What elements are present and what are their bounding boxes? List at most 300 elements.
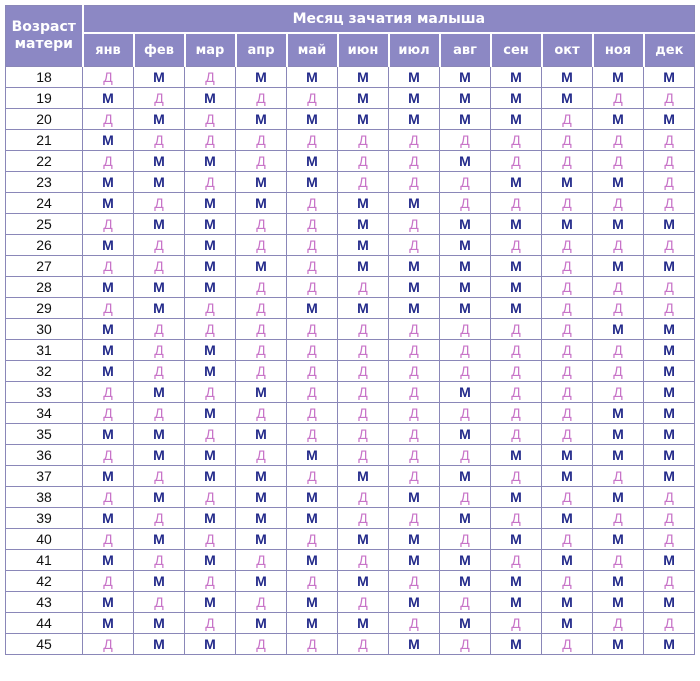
boy-cell: М (440, 151, 491, 172)
boy-cell: М (542, 67, 593, 88)
boy-cell: М (491, 67, 542, 88)
boy-cell: М (287, 550, 338, 571)
conception-month-title: Месяц зачатия малыша (83, 6, 695, 34)
girl-cell: Д (644, 130, 695, 151)
month-header: ноя (593, 33, 644, 67)
girl-cell: Д (644, 613, 695, 634)
girl-cell: Д (83, 382, 134, 403)
boy-cell: М (389, 634, 440, 655)
girl-cell: Д (236, 88, 287, 109)
boy-cell: М (185, 445, 236, 466)
girl-cell: Д (338, 445, 389, 466)
girl-cell: Д (185, 571, 236, 592)
girl-cell: Д (134, 340, 185, 361)
boy-cell: М (134, 151, 185, 172)
girl-cell: Д (389, 571, 440, 592)
girl-cell: Д (236, 403, 287, 424)
boy-cell: М (644, 382, 695, 403)
table-row (6, 529, 695, 550)
girl-cell: Д (491, 361, 542, 382)
girl-cell: Д (644, 487, 695, 508)
girl-cell: Д (593, 466, 644, 487)
table-row (6, 382, 695, 403)
boy-cell: М (491, 571, 542, 592)
mother-age-cell: 43 (6, 592, 83, 613)
girl-cell: Д (338, 130, 389, 151)
girl-cell: Д (542, 634, 593, 655)
girl-cell: Д (338, 319, 389, 340)
girl-cell: Д (491, 613, 542, 634)
girl-cell: Д (185, 487, 236, 508)
mother-age-cell: 33 (6, 382, 83, 403)
boy-cell: М (287, 67, 338, 88)
boy-cell: М (593, 172, 644, 193)
girl-cell: Д (644, 88, 695, 109)
girl-cell: Д (83, 67, 134, 88)
boy-cell: М (491, 109, 542, 130)
table-row (6, 214, 695, 235)
mother-age-label-line1: Возраст (11, 19, 76, 35)
girl-cell: Д (287, 277, 338, 298)
boy-cell: М (593, 214, 644, 235)
month-header: окт (542, 33, 593, 67)
girl-cell: Д (134, 256, 185, 277)
girl-cell: Д (389, 340, 440, 361)
boy-cell: М (491, 277, 542, 298)
mother-age-label-line2: матери (14, 36, 73, 52)
boy-cell: М (542, 613, 593, 634)
boy-cell: М (236, 382, 287, 403)
boy-cell: М (338, 67, 389, 88)
girl-cell: Д (338, 361, 389, 382)
girl-cell: Д (389, 235, 440, 256)
month-header: мар (185, 33, 236, 67)
girl-cell: Д (593, 613, 644, 634)
girl-cell: Д (134, 193, 185, 214)
boy-cell: М (338, 214, 389, 235)
boy-cell: М (491, 256, 542, 277)
boy-cell: М (593, 634, 644, 655)
boy-cell: М (389, 487, 440, 508)
girl-cell: Д (83, 109, 134, 130)
girl-cell: Д (644, 151, 695, 172)
girl-cell: Д (83, 151, 134, 172)
table-row (6, 634, 695, 655)
boy-cell: М (440, 571, 491, 592)
boy-cell: М (440, 382, 491, 403)
boy-cell: М (644, 445, 695, 466)
table-row (6, 151, 695, 172)
table-row (6, 88, 695, 109)
boy-cell: М (542, 172, 593, 193)
boy-cell: М (236, 487, 287, 508)
boy-cell: М (440, 109, 491, 130)
boy-cell: М (287, 445, 338, 466)
boy-cell: М (491, 592, 542, 613)
boy-cell: М (338, 235, 389, 256)
girl-cell: Д (134, 361, 185, 382)
girl-cell: Д (593, 88, 644, 109)
boy-cell: М (593, 529, 644, 550)
girl-cell: Д (236, 634, 287, 655)
boy-cell: М (83, 235, 134, 256)
boy-cell: М (83, 508, 134, 529)
boy-cell: М (644, 214, 695, 235)
boy-cell: М (440, 67, 491, 88)
girl-cell: Д (491, 403, 542, 424)
girl-cell: Д (389, 172, 440, 193)
girl-cell: Д (440, 361, 491, 382)
boy-cell: М (134, 613, 185, 634)
girl-cell: Д (389, 361, 440, 382)
girl-cell: Д (338, 487, 389, 508)
mother-age-cell: 27 (6, 256, 83, 277)
boy-cell: М (83, 592, 134, 613)
girl-cell: Д (338, 151, 389, 172)
boy-cell: М (236, 424, 287, 445)
mother-age-cell: 37 (6, 466, 83, 487)
girl-cell: Д (338, 550, 389, 571)
boy-cell: М (593, 67, 644, 88)
boy-cell: М (644, 67, 695, 88)
girl-cell: Д (185, 382, 236, 403)
girl-cell: Д (134, 466, 185, 487)
girl-cell: Д (440, 445, 491, 466)
girl-cell: Д (491, 466, 542, 487)
girl-cell: Д (338, 403, 389, 424)
girl-cell: Д (440, 193, 491, 214)
boy-cell: М (593, 109, 644, 130)
boy-cell: М (134, 571, 185, 592)
month-header: сен (491, 33, 542, 67)
boy-cell: М (491, 88, 542, 109)
mother-age-cell: 32 (6, 361, 83, 382)
girl-cell: Д (287, 529, 338, 550)
girl-cell: Д (593, 298, 644, 319)
boy-cell: М (134, 214, 185, 235)
gender-prediction-table (5, 5, 695, 655)
girl-cell: Д (236, 298, 287, 319)
table-row (6, 424, 695, 445)
girl-cell: Д (491, 319, 542, 340)
boy-cell: М (440, 256, 491, 277)
boy-cell: М (644, 319, 695, 340)
girl-cell: Д (389, 403, 440, 424)
boy-cell: М (644, 361, 695, 382)
boy-cell: М (491, 529, 542, 550)
girl-cell: Д (389, 424, 440, 445)
boy-cell: М (185, 361, 236, 382)
girl-cell: Д (236, 235, 287, 256)
boy-cell: М (338, 256, 389, 277)
boy-cell: М (644, 466, 695, 487)
mother-age-cell: 29 (6, 298, 83, 319)
boy-cell: М (185, 466, 236, 487)
girl-cell: Д (542, 130, 593, 151)
girl-cell: Д (389, 382, 440, 403)
boy-cell: М (644, 256, 695, 277)
boy-cell: М (389, 193, 440, 214)
boy-cell: М (593, 319, 644, 340)
girl-cell: Д (83, 487, 134, 508)
girl-cell: Д (542, 382, 593, 403)
girl-cell: Д (134, 130, 185, 151)
boy-cell: М (134, 67, 185, 88)
boy-cell: М (491, 214, 542, 235)
boy-cell: М (338, 466, 389, 487)
boy-cell: М (236, 256, 287, 277)
girl-cell: Д (440, 319, 491, 340)
mother-age-cell: 19 (6, 88, 83, 109)
boy-cell: М (389, 88, 440, 109)
boy-cell: М (134, 634, 185, 655)
girl-cell: Д (644, 277, 695, 298)
girl-cell: Д (593, 235, 644, 256)
table-row (6, 319, 695, 340)
girl-cell: Д (491, 550, 542, 571)
table-row (6, 466, 695, 487)
girl-cell: Д (644, 571, 695, 592)
boy-cell: М (185, 634, 236, 655)
boy-cell: М (236, 172, 287, 193)
mother-age-cell: 18 (6, 67, 83, 88)
month-header: июн (338, 33, 389, 67)
boy-cell: М (338, 88, 389, 109)
girl-cell: Д (185, 130, 236, 151)
girl-cell: Д (491, 508, 542, 529)
boy-cell: М (440, 508, 491, 529)
month-header: май (287, 33, 338, 67)
boy-cell: М (83, 340, 134, 361)
boy-cell: М (185, 277, 236, 298)
boy-cell: М (491, 634, 542, 655)
girl-cell: Д (644, 529, 695, 550)
girl-cell: Д (389, 214, 440, 235)
girl-cell: Д (440, 340, 491, 361)
boy-cell: М (338, 109, 389, 130)
boy-cell: М (491, 487, 542, 508)
table-row (6, 571, 695, 592)
girl-cell: Д (440, 403, 491, 424)
girl-cell: Д (593, 340, 644, 361)
girl-cell: Д (83, 298, 134, 319)
girl-cell: Д (593, 550, 644, 571)
month-header: июл (389, 33, 440, 67)
boy-cell: М (491, 445, 542, 466)
mother-age-cell: 41 (6, 550, 83, 571)
girl-cell: Д (542, 256, 593, 277)
boy-cell: М (389, 67, 440, 88)
boy-cell: М (185, 256, 236, 277)
boy-cell: М (593, 445, 644, 466)
girl-cell: Д (593, 508, 644, 529)
girl-cell: Д (542, 193, 593, 214)
girl-cell: Д (542, 571, 593, 592)
girl-cell: Д (644, 235, 695, 256)
girl-cell: Д (542, 403, 593, 424)
boy-cell: М (491, 298, 542, 319)
girl-cell: Д (389, 613, 440, 634)
girl-cell: Д (83, 634, 134, 655)
boy-cell: М (440, 88, 491, 109)
boy-cell: М (542, 466, 593, 487)
girl-cell: Д (287, 571, 338, 592)
girl-cell: Д (440, 172, 491, 193)
girl-cell: Д (491, 340, 542, 361)
girl-cell: Д (236, 592, 287, 613)
boy-cell: М (83, 130, 134, 151)
mother-age-cell: 31 (6, 340, 83, 361)
girl-cell: Д (287, 403, 338, 424)
girl-cell: Д (83, 403, 134, 424)
mother-age-cell: 40 (6, 529, 83, 550)
boy-cell: М (185, 193, 236, 214)
table-row (6, 67, 695, 88)
table-row (6, 592, 695, 613)
boy-cell: М (593, 256, 644, 277)
table-row (6, 487, 695, 508)
boy-cell: М (236, 529, 287, 550)
table-row (6, 193, 695, 214)
boy-cell: М (83, 172, 134, 193)
boy-cell: М (134, 109, 185, 130)
month-header: янв (83, 33, 134, 67)
girl-cell: Д (236, 277, 287, 298)
mother-age-cell: 45 (6, 634, 83, 655)
boy-cell: М (134, 487, 185, 508)
boy-cell: М (134, 424, 185, 445)
boy-cell: М (389, 298, 440, 319)
girl-cell: Д (236, 445, 287, 466)
boy-cell: М (440, 214, 491, 235)
boy-cell: М (593, 424, 644, 445)
girl-cell: Д (491, 382, 542, 403)
month-header: фев (134, 33, 185, 67)
boy-cell: М (185, 592, 236, 613)
girl-cell: Д (338, 340, 389, 361)
boy-cell: М (440, 466, 491, 487)
boy-cell: М (542, 88, 593, 109)
mother-age-cell: 35 (6, 424, 83, 445)
girl-cell: Д (236, 550, 287, 571)
girl-cell: Д (287, 193, 338, 214)
boy-cell: М (491, 172, 542, 193)
girl-cell: Д (593, 151, 644, 172)
boy-cell: М (644, 592, 695, 613)
girl-cell: Д (440, 487, 491, 508)
girl-cell: Д (593, 193, 644, 214)
girl-cell: Д (644, 508, 695, 529)
girl-cell: Д (236, 319, 287, 340)
boy-cell: М (440, 424, 491, 445)
boy-cell: М (644, 340, 695, 361)
boy-cell: М (185, 151, 236, 172)
boy-cell: М (287, 151, 338, 172)
girl-cell: Д (287, 634, 338, 655)
table-row (6, 403, 695, 424)
girl-cell: Д (542, 298, 593, 319)
girl-cell: Д (236, 340, 287, 361)
girl-cell: Д (83, 571, 134, 592)
girl-cell: Д (134, 508, 185, 529)
table-row (6, 340, 695, 361)
girl-cell: Д (134, 550, 185, 571)
girl-cell: Д (287, 319, 338, 340)
girl-cell: Д (338, 424, 389, 445)
boy-cell: М (389, 529, 440, 550)
boy-cell: М (83, 361, 134, 382)
girl-cell: Д (134, 235, 185, 256)
mother-age-cell: 38 (6, 487, 83, 508)
boy-cell: М (287, 487, 338, 508)
girl-cell: Д (134, 88, 185, 109)
boy-cell: М (236, 193, 287, 214)
girl-cell: Д (185, 109, 236, 130)
girl-cell: Д (542, 109, 593, 130)
girl-cell: Д (134, 592, 185, 613)
boy-cell: М (644, 550, 695, 571)
girl-cell: Д (389, 445, 440, 466)
boy-cell: М (593, 571, 644, 592)
boy-cell: М (185, 550, 236, 571)
girl-cell: Д (440, 529, 491, 550)
girl-cell: Д (185, 529, 236, 550)
boy-cell: М (338, 298, 389, 319)
table-row (6, 508, 695, 529)
table-row (6, 130, 695, 151)
mother-age-cell: 42 (6, 571, 83, 592)
girl-cell: Д (236, 151, 287, 172)
boy-cell: М (236, 571, 287, 592)
table-body (6, 67, 695, 655)
boy-cell: М (389, 550, 440, 571)
boy-cell: М (440, 298, 491, 319)
boy-cell: М (185, 88, 236, 109)
girl-cell: Д (287, 235, 338, 256)
boy-cell: М (185, 214, 236, 235)
boy-cell: М (542, 592, 593, 613)
girl-cell: Д (83, 214, 134, 235)
girl-cell: Д (440, 592, 491, 613)
boy-cell: М (644, 634, 695, 655)
girl-cell: Д (542, 319, 593, 340)
girl-cell: Д (185, 298, 236, 319)
boy-cell: М (440, 235, 491, 256)
girl-cell: Д (236, 130, 287, 151)
girl-cell: Д (542, 277, 593, 298)
girl-cell: Д (338, 382, 389, 403)
girl-cell: Д (287, 340, 338, 361)
girl-cell: Д (338, 634, 389, 655)
girl-cell: Д (542, 529, 593, 550)
boy-cell: М (542, 550, 593, 571)
boy-cell: М (644, 403, 695, 424)
boy-cell: М (440, 550, 491, 571)
boy-cell: М (287, 592, 338, 613)
girl-cell: Д (542, 151, 593, 172)
boy-cell: М (542, 214, 593, 235)
girl-cell: Д (440, 634, 491, 655)
table-header (6, 6, 695, 67)
mother-age-cell: 44 (6, 613, 83, 634)
girl-cell: Д (491, 130, 542, 151)
girl-cell: Д (542, 361, 593, 382)
table-row (6, 235, 695, 256)
mother-age-cell: 23 (6, 172, 83, 193)
boy-cell: М (185, 235, 236, 256)
month-header: дек (644, 33, 695, 67)
mother-age-cell: 28 (6, 277, 83, 298)
